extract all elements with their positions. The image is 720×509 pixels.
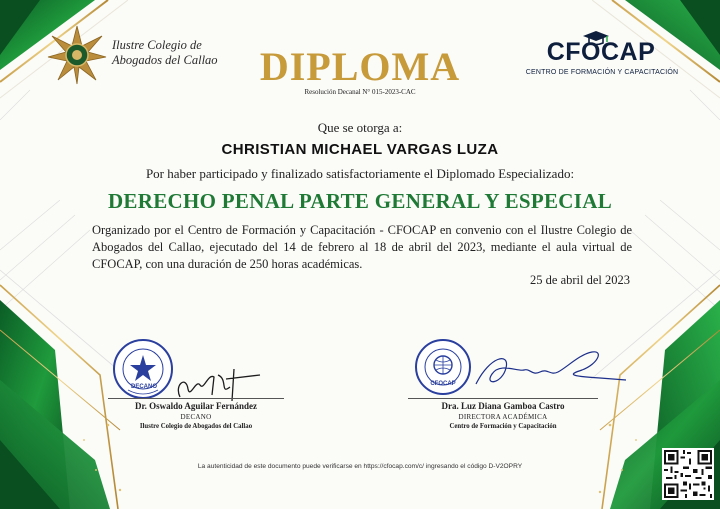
qr-code-icon[interactable] xyxy=(662,448,714,500)
director-name: Dra. Luz Diana Gamboa Castro xyxy=(441,401,565,411)
resolution-number: Resolución Decanal N° 015-2023-CAC xyxy=(304,88,416,96)
cfocap-seal-label: CFOCAP xyxy=(430,381,456,387)
cfocap-seal-icon xyxy=(414,338,472,396)
page-title: DIPLOMA xyxy=(259,44,461,89)
director-role: DIRECTORA ACADÉMICA xyxy=(458,413,548,421)
dean-signature-icon xyxy=(168,365,268,405)
dean-role: DECANO xyxy=(180,413,212,421)
cfocap-logo-text: CFOCAP xyxy=(546,38,656,66)
issue-date: 25 de abril del 2023 xyxy=(530,273,630,287)
course-details: Organizado por el Centro de Formación y Capacitación - CFOCAP en convenio con el Ilustre Colegio de Abogados del Callao, ejecutado del 14 de febrero al 18 de abril del 2023, mediante el aula virtual de CFOCAP, con una duración de 250 horas académicas. xyxy=(92,223,632,271)
course-title: DERECHO PENAL PARTE GENERAL Y ESPECIAL xyxy=(107,189,613,213)
director-organization: Centro de Formación y Capacitación xyxy=(449,423,557,430)
granted-to-label: Que se otorga a: xyxy=(317,120,403,135)
college-name xyxy=(112,38,232,68)
dean-organization: Ilustre Colegio de Abogados del Callao xyxy=(139,423,253,430)
director-signature-line xyxy=(408,398,598,399)
college-name-line2: Abogados del Callao xyxy=(112,53,218,67)
dean-seal-label: DECANO xyxy=(130,384,157,390)
dean-signature-line xyxy=(108,398,284,399)
director-signature-icon xyxy=(470,346,630,394)
college-star-logo-icon xyxy=(46,24,108,86)
reason-text: Por haber participado y finalizado satisfactoriamente el Diplomado Especializado: xyxy=(145,166,575,181)
cfocap-subtitle: CENTRO DE FORMACIÓN Y CAPACITACIÓN xyxy=(525,69,679,76)
dean-name: Dr. Oswaldo Aguilar Fernández xyxy=(134,401,257,411)
college-name-line1: Ilustre Colegio de xyxy=(112,38,202,52)
dean-seal-icon xyxy=(112,338,174,400)
verification-text: La autenticidad de este documento puede verificarse en https://cfocap.com/c/ ingresando el código D-V2OPRY xyxy=(197,463,523,470)
recipient-name: CHRISTIAN MICHAEL VARGAS LUZA xyxy=(221,141,499,158)
